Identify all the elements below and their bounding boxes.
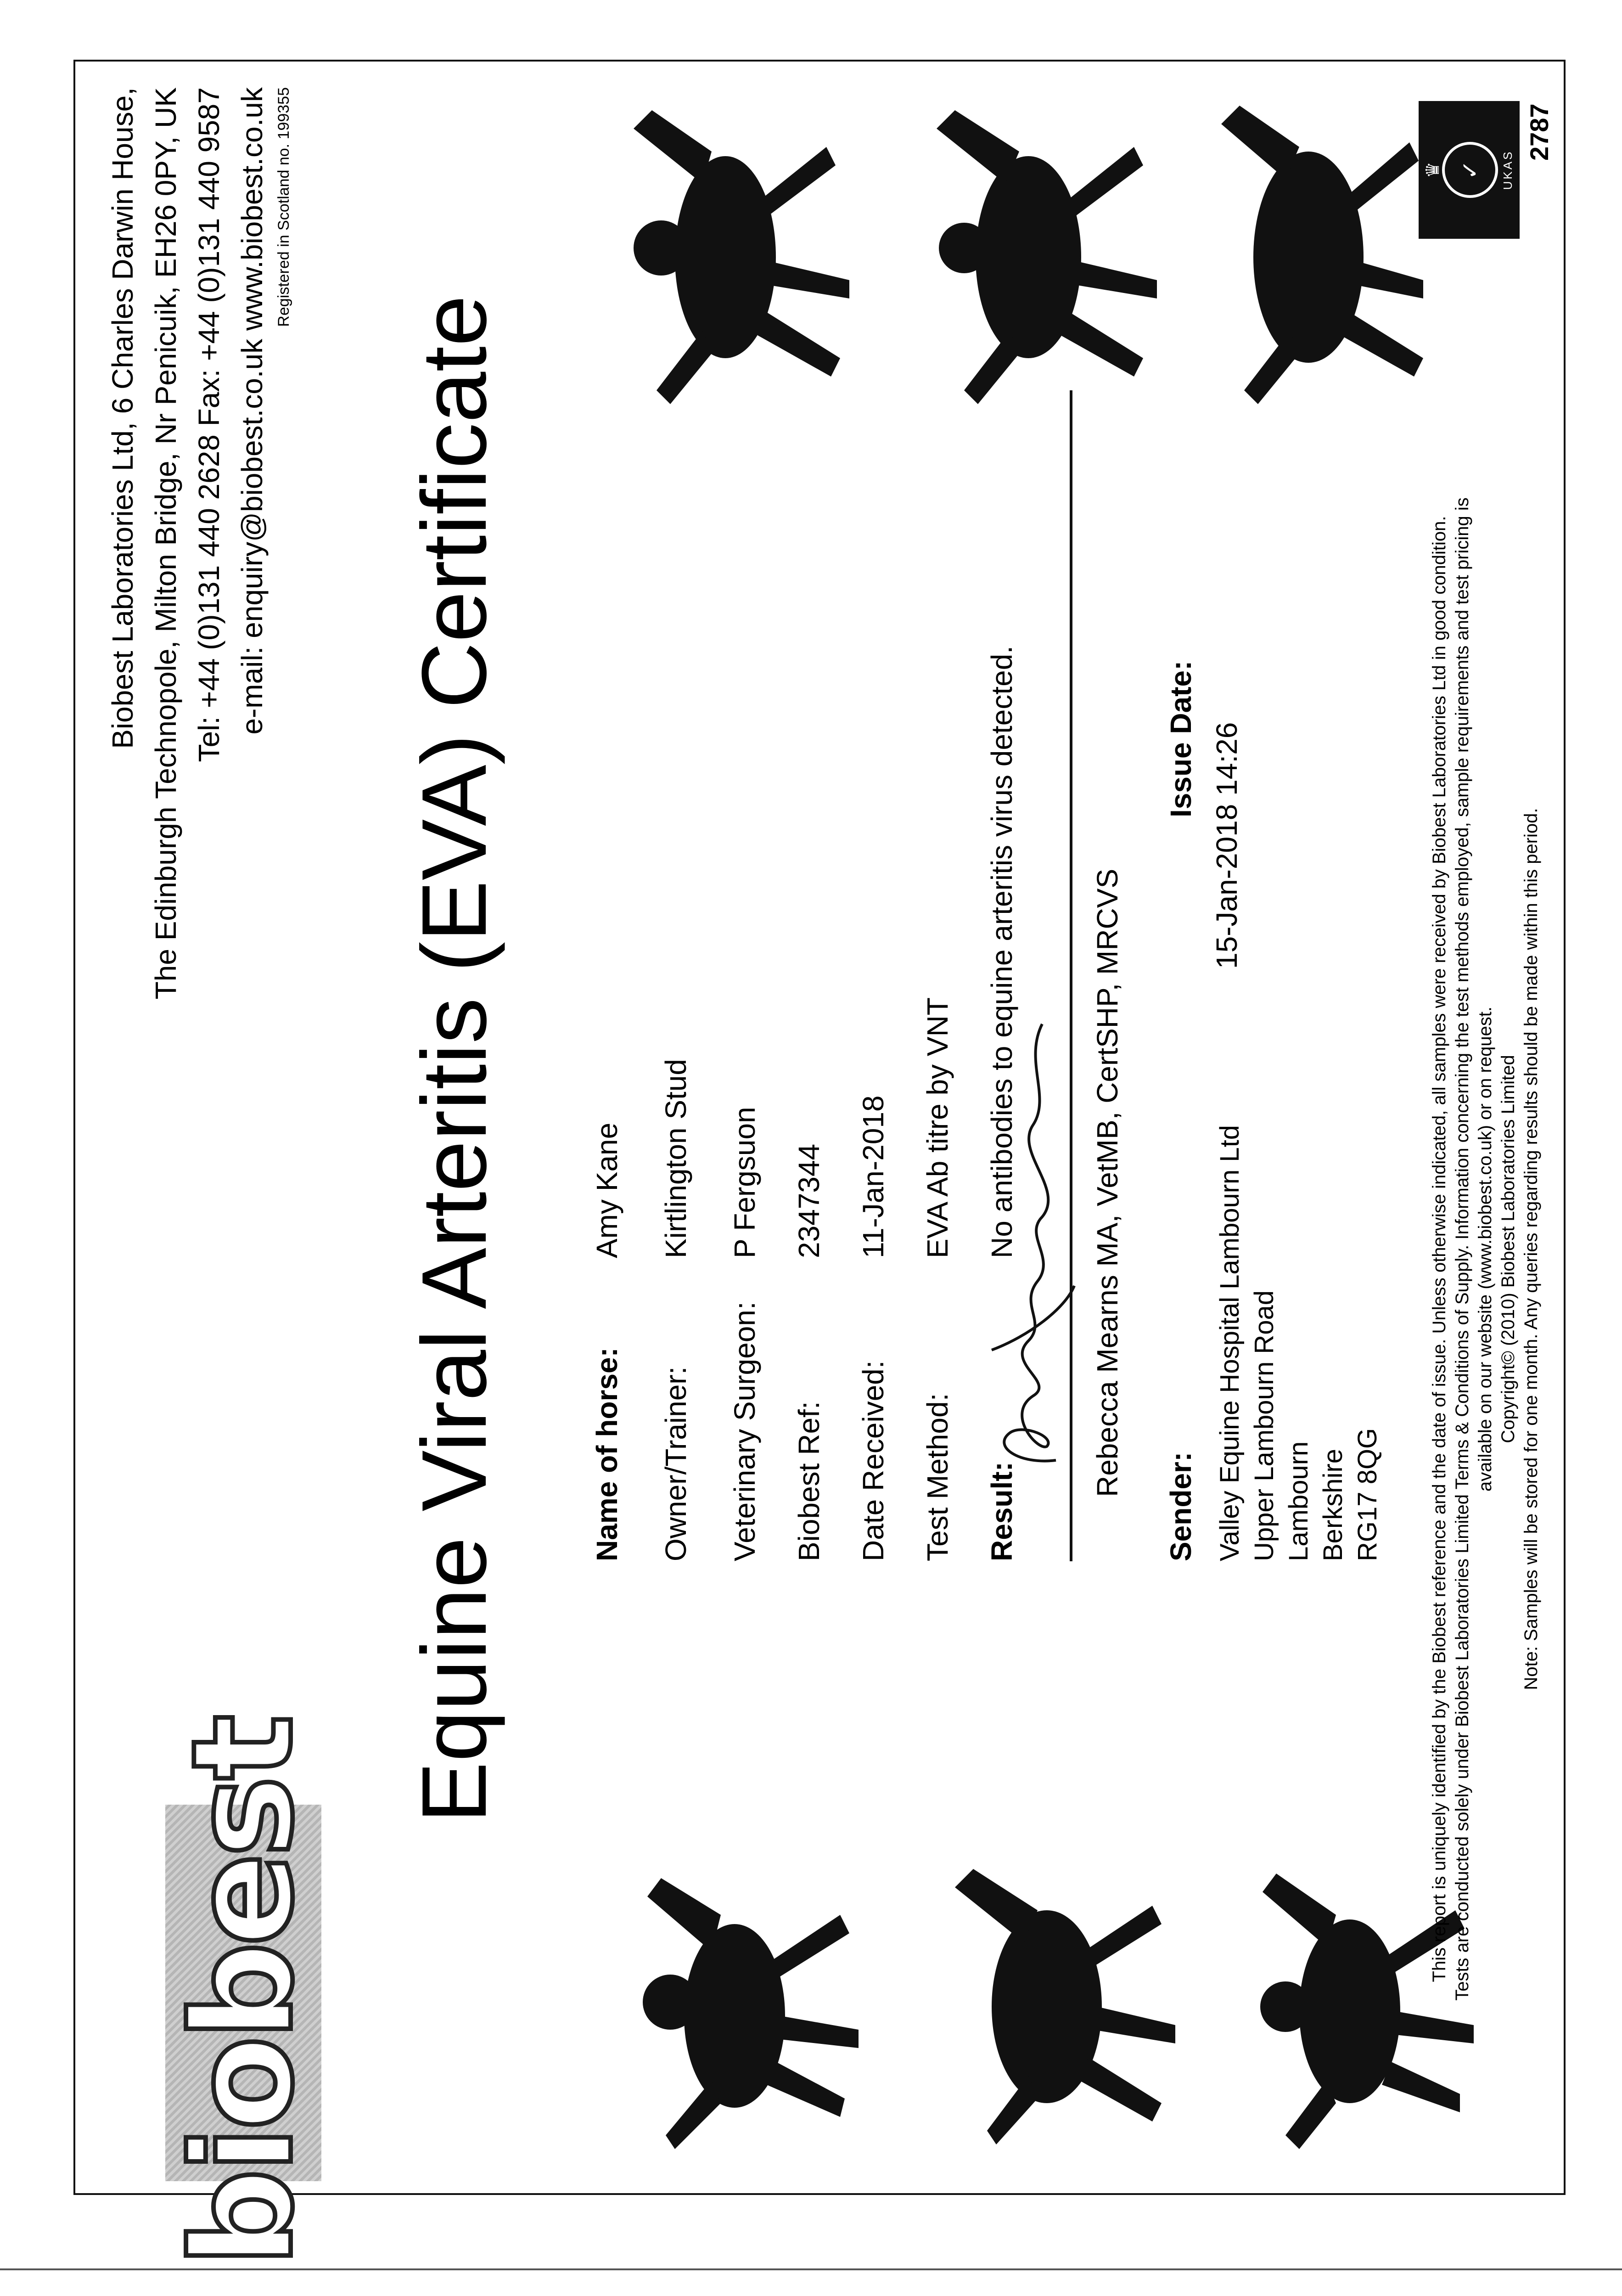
certificate-title: Equine Viral Arteritis (EVA) Certificate: [403, 295, 505, 1823]
ukas-label: UKAS: [1500, 150, 1515, 190]
signature-line-left: [1070, 969, 1072, 1561]
footer-line-1: This report is uniquely identified by the Biobest reference and the date of issue. Unless otherwise indicated, all samples were received by Biobest Laboratories Ltd in good condition.: [1429, 516, 1449, 1982]
sender-line-2: Upper Lambourn Road: [1249, 1290, 1279, 1561]
label-ref: Biobest Ref:: [792, 1401, 825, 1561]
issue-date-label: Issue Date:: [1164, 660, 1197, 817]
label-result: Result:: [985, 1462, 1018, 1561]
logo-text: biobest: [163, 1719, 323, 2267]
value-vet: P Fergsuon: [728, 1107, 761, 1258]
registration-note: Registered in Scotland no. 199355: [275, 87, 292, 327]
horse-silhouette-icon: [583, 1860, 868, 2154]
sender-line-1: Valley Equine Hospital Lambourn Ltd: [1215, 1125, 1245, 1561]
ukas-number: 2787: [1525, 103, 1554, 161]
sender-line-3: Lambourn: [1284, 1441, 1313, 1561]
signature-line-right: [1070, 390, 1072, 969]
value-test-method: EVA Ab titre by VNT: [921, 997, 954, 1258]
label-horse-name: Name of horse:: [590, 1347, 623, 1561]
signature-scribble: [964, 923, 1079, 1474]
value-result: No antibodies to equine arteritis virus detected.: [985, 645, 1018, 1258]
footer-notes: [1428, 445, 1543, 2053]
value-owner: Kirtlington Stud: [659, 1058, 692, 1258]
signatory-name: Rebecca Mearns MA, VetMB, CertSHP, MRCVS: [1091, 868, 1124, 1497]
address-phone: Tel: +44 (0)131 440 2628 Fax: +44 (0)131 440 9587: [192, 87, 225, 762]
value-ref: 2347344: [792, 1143, 825, 1258]
footer-line-3: available on our website (www.biobest.co.uk) or on request.: [1475, 1006, 1495, 1492]
sender-line-4: Berkshire: [1318, 1449, 1348, 1561]
label-test-method: Test Method:: [921, 1393, 954, 1561]
ukas-mark-icon: [1419, 101, 1520, 239]
ukas-ring-icon: ✓: [1442, 142, 1498, 198]
horse-silhouette-icon: [900, 1860, 1184, 2154]
page-bottom-rule: [0, 2268, 1622, 2270]
signature: [964, 923, 1079, 1474]
crown-icon: ♛: [1422, 162, 1443, 178]
lab-address: [101, 87, 294, 1639]
address-email: e-mail: enquiry@biobest.co.uk www.biobest.co.uk: [236, 87, 269, 735]
biobest-logo: [163, 1719, 323, 2267]
sender-line-5: RG17 8QG: [1353, 1428, 1382, 1561]
horse-silhouette-icon: [1171, 101, 1428, 422]
address-line-2: The Edinburgh Technopole, Milton Bridge, Nr Penicuik, EH26 0PY, UK: [149, 87, 182, 1000]
value-date-received: 11-Jan-2018: [857, 1095, 890, 1258]
horse-silhouette-icon: [881, 101, 1166, 422]
horse-silhouette-icon: [574, 101, 859, 422]
footer-line-5: Note: Samples will be stored for one month. Any queries regarding results should be made within this period.: [1521, 808, 1541, 1690]
label-owner: Owner/Trainer:: [659, 1366, 692, 1561]
label-vet: Veterinary Surgeon:: [728, 1301, 761, 1561]
address-line-1: Biobest Laboratories Ltd, 6 Charles Darwin House,: [106, 87, 139, 749]
footer-line-4: Copyright© (2010) Biobest Laboratories Limited: [1498, 1055, 1518, 1443]
issue-date-value: 15-Jan-2018 14:26: [1210, 722, 1243, 969]
label-date-received: Date Received:: [857, 1360, 890, 1561]
footer-line-2: Tests are conducted solely under Biobest Laboratories Limited Terms & Conditions of Supply. Information concerning the test methods employed, sample requirements and test pricing is: [1452, 497, 1472, 2001]
certificate: [78, 69, 1561, 2267]
value-horse-name: Amy Kane: [590, 1122, 623, 1258]
sender-label: Sender:: [1164, 1452, 1197, 1561]
